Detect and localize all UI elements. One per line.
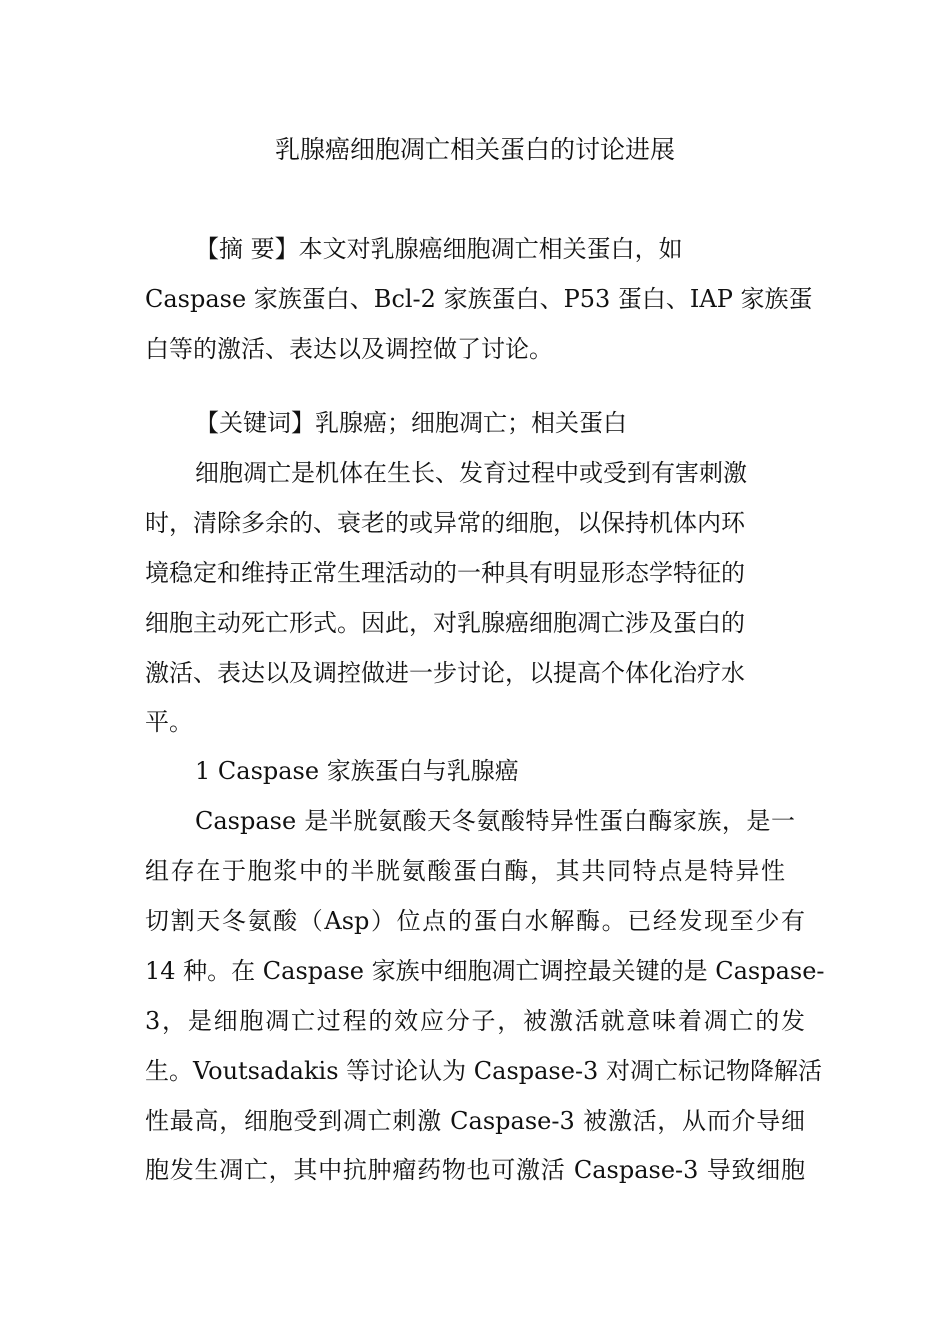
abstract-line-3: 白等的激活、表达以及调控做了讨论。 <box>145 335 553 363</box>
intro-line-5: 激活、表达以及调控做进一步讨论，以提高个体化治疗水 <box>145 659 745 687</box>
intro-line-2: 时，清除多余的、衰老的或异常的细胞，以保持机体内环 <box>145 509 745 537</box>
abstract-line-2: Caspase 家族蛋白、Bcl-2 家族蛋白、P53 蛋白、IAP 家族蛋 <box>145 285 813 313</box>
section-1-line-8: 胞发生凋亡，其中抗肿瘤药物也可激活 Caspase-3 导致细胞 <box>145 1156 805 1184</box>
intro-line-3: 境稳定和维持正常生理活动的一种具有明显形态学特征的 <box>145 559 745 587</box>
section-1-line-6: 生。Voutsadakis 等讨论认为 Caspase-3 对凋亡标记物降解活 <box>145 1057 822 1085</box>
section-1-line-1: Caspase 是半胱氨酸天冬氨酸特异性蛋白酶家族，是一 <box>195 807 795 835</box>
section-1-line-2: 组存在于胞浆中的半胱氨酸蛋白酶，其共同特点是特异性 <box>145 857 785 885</box>
keywords-line: 【关键词】乳腺癌；细胞凋亡；相关蛋白 <box>195 409 627 437</box>
intro-line-1: 细胞凋亡是机体在生长、发育过程中或受到有害刺激 <box>195 459 747 487</box>
abstract-line-1: 【摘 要】本文对乳腺癌细胞凋亡相关蛋白，如 <box>195 235 683 263</box>
section-1-line-4: 14 种。在 Caspase 家族中细胞凋亡调控最关键的是 Caspase- <box>145 957 825 985</box>
intro-line-6: 平。 <box>145 708 193 736</box>
section-1-line-3: 切割天冬氨酸（Asp）位点的蛋白水解酶。已经发现至少有 <box>145 907 805 935</box>
section-1-line-5: 3，是细胞凋亡过程的效应分子，被激活就意味着凋亡的发 <box>145 1007 805 1035</box>
section-1-line-7: 性最高，细胞受到凋亡刺激 Caspase-3 被激活，从而介导细 <box>145 1107 805 1135</box>
document-title: 乳腺癌细胞凋亡相关蛋白的讨论进展 <box>274 135 675 164</box>
section-heading-1: 1 Caspase 家族蛋白与乳腺癌 <box>195 757 519 785</box>
intro-line-4: 细胞主动死亡形式。因此，对乳腺癌细胞凋亡涉及蛋白的 <box>145 609 745 637</box>
